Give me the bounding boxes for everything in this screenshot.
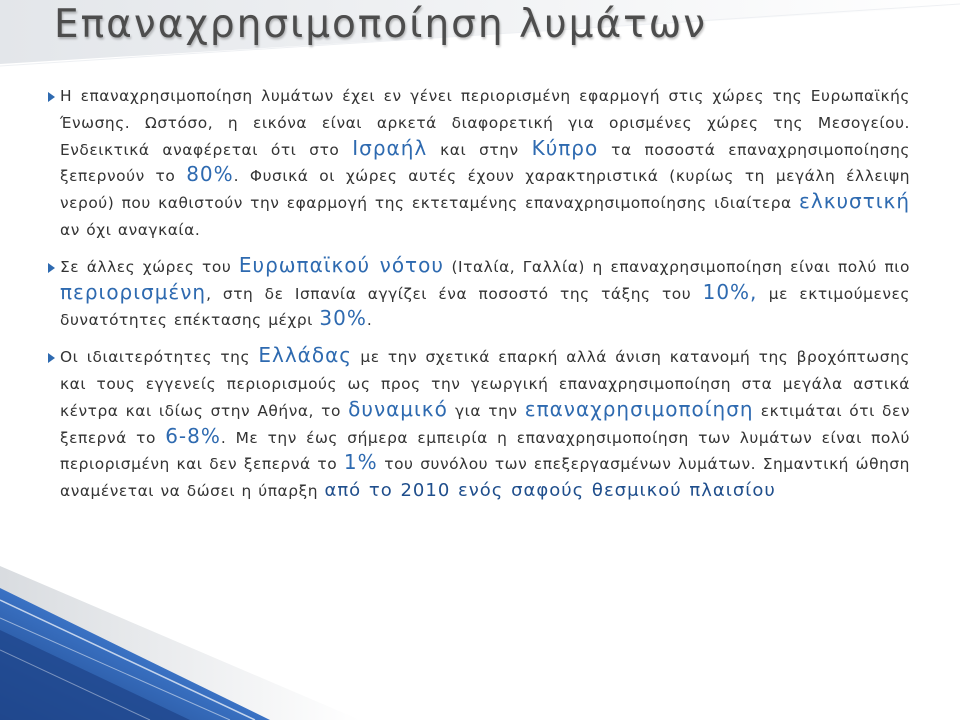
highlighted-term: επαναχρησιμοποίηση	[524, 396, 754, 421]
text-run: του συνόλου των επεξεργασμένων λυμάτων. Σημαντική ώθηση αναμένεται να δώσει η ύπαρξη	[60, 455, 910, 501]
text-run: .	[366, 311, 373, 330]
bullet-paragraph-1	[48, 83, 910, 244]
text-run: τα ποσοστά επαναχρησιμοποίησης ξεπερνούν το	[60, 140, 910, 186]
bullet-arrow-icon	[48, 263, 55, 273]
bullet-arrow-icon	[48, 353, 55, 363]
text-run: Οι ιδιαιτερότητες της	[60, 348, 259, 367]
highlighted-term: Κύπρο	[531, 135, 599, 160]
highlighted-term: ελκυστική	[799, 189, 910, 214]
highlighted-term: περιορισμένη	[60, 279, 207, 304]
text-run: . Φυσικά οι χώρες αυτές έχουν χαρακτηριστικά (κυρίως τη μεγάλη έλλειψη νερού) που καθιστούν την εφαρμογή της εκτεταμένης επαναχρησιμοποίησης ιδιαίτερα	[60, 167, 911, 213]
text-run: . Με την έως σήμερα εμπειρία η επαναχρησιμοποίηση των λυμάτων είναι πολύ περιορισμένη και δεν ξεπερνά το	[60, 428, 911, 474]
bullet-arrow-icon	[48, 92, 55, 102]
text-run: από το 2010 ενός σαφούς θεσμικού πλαισίου	[324, 480, 776, 502]
slide-body	[48, 83, 910, 515]
highlighted-term: Ευρωπαϊκού νότου	[238, 252, 444, 277]
highlighted-term: 1%	[343, 450, 378, 475]
text-run: , στη δε Ισπανία αγγίζει ένα ποσοστό της τάξης του	[206, 284, 703, 303]
highlighted-term: 10%,	[702, 279, 758, 304]
bottom-decoration	[0, 560, 960, 720]
bullet-paragraph-3	[48, 344, 910, 505]
highlighted-term: 6-8%	[165, 423, 221, 448]
bullet-paragraph-2	[48, 254, 910, 334]
paragraph-text	[60, 254, 910, 334]
highlighted-term: 80%	[186, 162, 234, 187]
text-run: και στην	[427, 140, 532, 159]
text-run: με την σχετικά επαρκή αλλά άνιση κατανομή της βροχόπτωσης και τους εγγενείς περιορισμούς ως προς την γεωργική επαναχρησιμοποίηση στα μεγάλα αστικά κέντρα και ιδίως στην Αθήνα, το	[60, 348, 911, 420]
text-run: (Ιταλία, Γαλλία) η επαναχρησιμοποίηση είναι πολύ πιο	[443, 257, 911, 276]
paragraph-text	[60, 83, 910, 244]
text-run: εκτιμάται ότι δεν ξεπερνά το	[60, 401, 911, 447]
highlighted-term: 30%	[319, 306, 367, 331]
text-run: για την	[447, 401, 525, 420]
highlighted-term: Ελλάδας	[258, 343, 353, 368]
highlighted-term: Ισραήλ	[352, 135, 428, 160]
slide-title: Επαναχρησιμοποίηση λυμάτων	[54, 2, 708, 47]
paragraph-text	[60, 344, 910, 505]
highlighted-term: δυναμικό	[348, 396, 448, 421]
text-run: με εκτιμούμενες δυνατότητες επέκτασης μέχρι	[60, 284, 910, 330]
text-run: Σε άλλες χώρες του	[60, 257, 239, 276]
text-run: αν όχι αναγκαία.	[60, 220, 201, 239]
text-run: Η επαναχρησιμοποίηση λυμάτων έχει εν γένει περιορισμένη εφαρμογή στις χώρες της Ευρωπαϊκής Ένωσης. Ωστόσο, η εικόνα είναι αρκετά διαφορετική για ορισμένες χώρες της Μεσογείου. Ενδεικτικά αναφέρεται ότι στο	[60, 87, 910, 159]
